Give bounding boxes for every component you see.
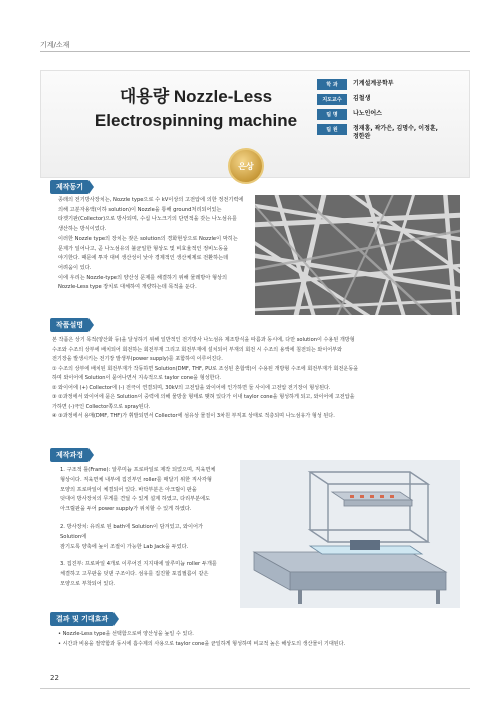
award-medal-label: 은상 [238,161,254,171]
apparatus-3d-render [240,460,460,608]
info-row-team-name [317,109,465,120]
text-line: 형상이다. 직육면체 내부에 집진부인 roller를 매달기 위한 직사각형 [60,476,212,483]
info-row-advisor [317,94,465,105]
award-medal [228,148,264,184]
process-item-spinner [60,523,225,552]
section-heading-results: 결과 및 기대효과 [50,612,114,626]
text-line: • 시간과 비용을 절약함과 동시에 흡수제의 사용으로 taylor cone을 균일하게 형성하며 비교적 높은 해상도의 생산물이 기대된다. [58,640,346,647]
text-line: 모양으로 부착되어 있다. [60,580,116,587]
page-title [91,85,301,133]
team-info-table [317,79,465,145]
text-line: ① 수조의 상부에 배치된 회전부재가 작동하면 Solution(DMF, THF, PU로 조성된 혼합액)이 수용된 개방형 수조에 회전부재가 회전운동을 [52,365,359,372]
text-line: 이러한 Nozzle type의 장치는 잦은 solution의 경화현상으로 Nozzle이 막히는 [58,235,238,242]
process-text [60,466,225,598]
info-value: 기계설계공학부 [353,80,394,87]
text-line: 하며 와이어에 Solution이 묻어나면서 지속적으로 taylor cone을 형성한다. [52,375,221,381]
text-line: ④ ③과정에서 용매(DMF, THF)가 휘발되면서 Collector에 섬유상 물질이 3차원 부직포 상태로 적층되며 나노섬유가 형성 된다. [52,413,335,419]
page-number: 22 [50,674,59,682]
bottom-divider [40,688,470,689]
text-line: 문제가 일어나고, 곧 나노섬유의 불균일한 형상도 및 비효율적인 정비노동을 [58,245,229,252]
process-item-frame [60,466,225,515]
info-value: 김철생 [353,95,371,102]
category-label: 기계/소재 [40,41,70,49]
info-label: 지도교수 [317,94,347,105]
text-line: 타겟기판(Collector)으로 방사되며, 수십 나노크기의 단면적을 갖는 나노섬유를 [58,216,237,223]
text-line: 어려움이 있다. [58,264,92,271]
apparatus-graphic [240,460,460,608]
info-value: 정재홍, 곽가은, 김명수, 이정훈, 정한완 [353,125,438,140]
section-heading-process: 제작과정 [50,448,89,462]
text-line: 이에 우리는 Nozzle-type의 양산성 문제를 해결하기 위해 물레방아 형상의 [58,274,228,281]
text-line: • Nozzle-Less type을 선택함으로써 양산성을 높일 수 있다. [58,631,194,637]
title-line-2: Electrospinning machine [94,111,298,130]
text-line: ③ ②과정에서 와이어에 묻은 Solution이 중력에 의해 물방울 형태로 맺혀 있다가 이내 taylor cone을 형성하게 되고, 와이어에 고전압을 [52,394,355,400]
info-label: 팀 명 [317,109,347,120]
text-line: 전기장을 발생시키는 전기장 발생부(power supply)를 포함하여 이루어진다. [52,356,223,362]
text-line: 모양의 프로파일이 체결되어 있다. 바닥부분은 아크릴이 판을 [60,486,197,493]
section-heading-motivation: 제작동기 [50,180,89,194]
info-row-department [317,79,465,90]
text-line: 수조와 수조의 상부에 배치되어 회전하는 회전부재 그리고 회전부재에 설치되어 부재의 회전 시 수조의 용액에 침전되는 와이어부와 [52,346,343,353]
text-line: 아크릴판을 두어 power supply가 위치할 수 있게 하였다. [60,506,192,513]
principle-text [52,336,462,422]
text-line: 가하면 (-)극인 Collector쪽으로 spray된다. [52,403,151,410]
top-divider [40,51,470,52]
nanofiber-sem-image [255,195,460,315]
process-item-collector [60,560,225,589]
text-line: 잠기도록 양축에 높이 조절이 가능한 Lab Jack을 두었다. [60,543,189,550]
text-line: 2. 방사장치: 유리로 된 bath에 Solution이 담겨있고, 와이어가 Solution에 [60,523,204,540]
info-value: 나노인어스 [353,110,382,117]
motivation-text [58,196,253,293]
text-line: 3. 집진부: 프로파일 4개로 이루어진 지지대에 알루미늄 roller 두개를 [60,561,217,568]
text-line: 생산하는 방식이었다. [58,226,107,233]
info-label: 팀 원 [317,124,347,135]
info-label: 학 과 [317,79,347,90]
info-row-members [317,124,465,141]
nanofiber-image-graphic [255,195,460,315]
text-line: Nozzle-Less type 장치로 대체하여 개량하는데 목적을 둔다. [58,284,197,291]
text-line: 1. 구조적 틀(Frame): 알루미늄 프로파일로 제작 되었으며, 직육면체 [60,467,216,473]
text-line: 본 작품은 상기 목적(양산화 등)을 달성하기 위해 일반적인 전기방사 나노섬유 제조방식을 따름과 동시에, 다만 solution이 수용된 개방형 [52,337,355,343]
text-line: 덧대어 방사장치의 무게를 견딜 수 있게 설계 하였고, 다리부분에도 [60,496,211,503]
text-line: 종래의 전기방사장치는, Nozzle type으로 수 kV이상의 고전압에 의한 정전기력에 [58,197,244,203]
text-line: 야기한다. 때문에 투자 대비 생산성이 낮아 경제적인 생산체제로 전환하는데 [58,255,229,262]
results-text [58,630,468,650]
text-line: 의해 고분자용액(이하 solution)이 Nozzle을 통해 ground처리되어있는 [58,206,222,213]
title-line-1: 대용량 Nozzle-Less [119,87,273,106]
section-heading-principle: 작품설명 [50,318,89,332]
text-line: 체결하고 고무판을 덧댄 구조이다. 섬유를 집진할 포집필름이 같은 [60,571,209,578]
text-line: ② 와이어에 (+) Collector에 (-) 전극이 연결되며, 30kV의 고전압을 와이어에 인가하면 둘 사이에 고전압 전기장이 형성된다. [52,384,331,391]
